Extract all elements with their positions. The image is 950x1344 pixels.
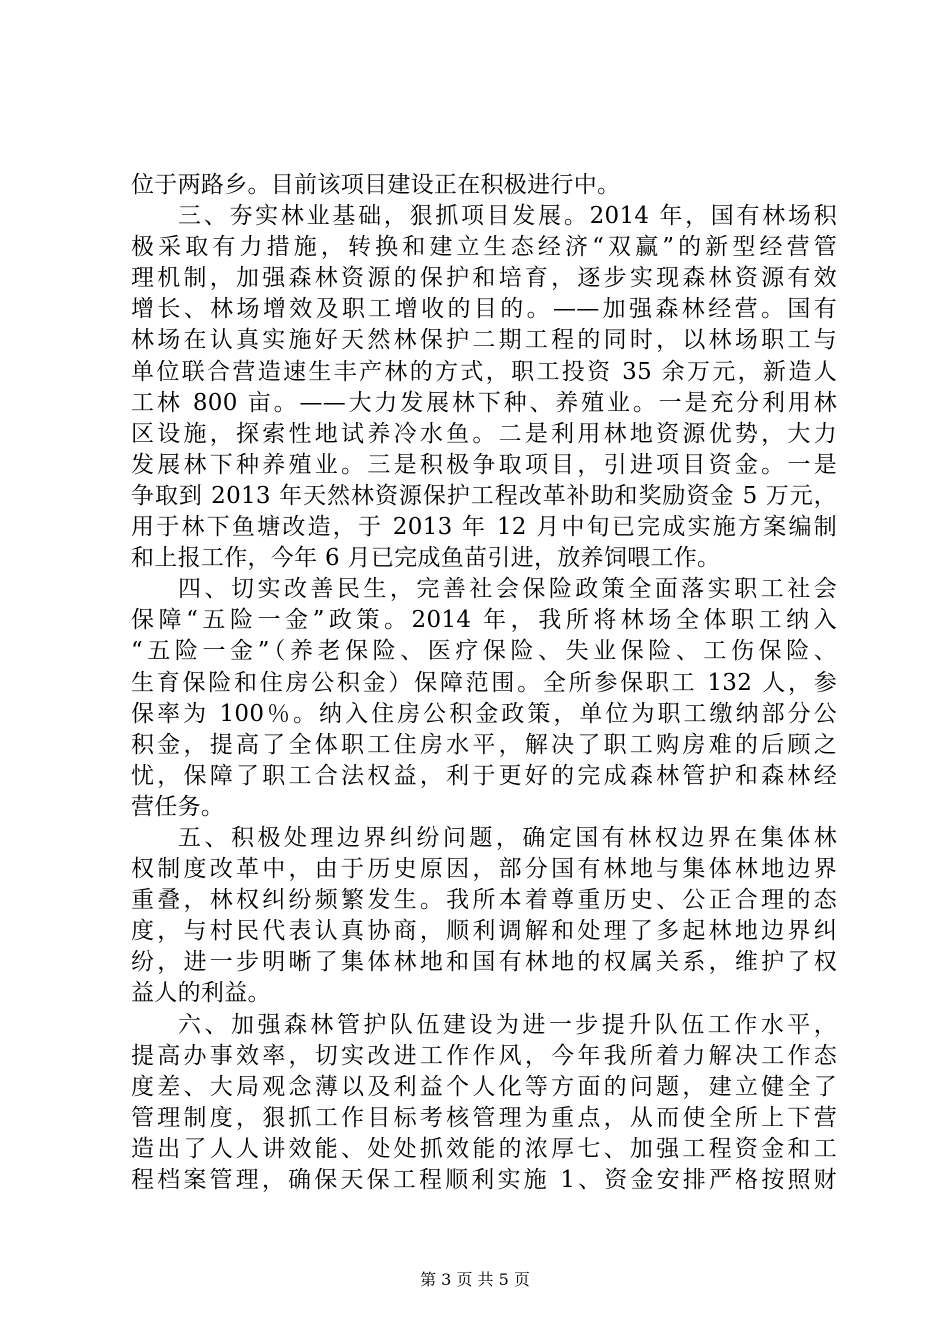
text-line: 位于两路乡。目前该项目建设正在积极进行中。	[131, 172, 621, 198]
text-line: 增长、林场增效及职工增收的目的。——加强森林经营。国有	[131, 296, 837, 323]
page-number-label: 第 3 页 共 5 页	[420, 1270, 530, 1289]
text-line: 和上报工作，今年 6 月已完成鱼苗引进，放养饲喂工作。	[131, 545, 721, 572]
text-line: 区设施，探索性地试养冷水鱼。二是利用林地资源优势，大力	[131, 420, 837, 447]
text-line: 工林 800 亩。——大力发展林下种、养殖业。一是充分利用林	[131, 389, 837, 416]
text-line: 四、切实改善民生，完善社会保险政策全面落实职工社会	[178, 576, 837, 603]
text-line: 积金，提高了全体职工住房水平，解决了职工购房难的后顾之	[131, 731, 837, 758]
text-line: 五、积极处理边界纠纷问题，确定国有林权边界在集体林	[178, 824, 837, 851]
text-line: 忧，保障了职工合法权益，利于更好的完成森林管护和森林经	[131, 762, 837, 789]
text-line: “五险一金”（养老保险、医疗保险、失业保险、工伤保险、	[131, 638, 837, 665]
text-line: 保障“五险一金”政策。2014 年，我所将林场全体职工纳入	[131, 607, 837, 634]
text-line: 极采取有力措施，转换和建立生态经济“双赢”的新型经营管	[131, 234, 837, 261]
text-line: 程档案管理，确保天保工程顺利实施 1、资金安排严格按照财	[131, 1167, 837, 1193]
text-line: 单位联合营造速生丰产林的方式，职工投资 35 余万元，新造人	[131, 358, 837, 385]
text-line: 发展林下种养殖业。三是积极争取项目，引进项目资金。一是	[131, 451, 837, 478]
text-line: 度差、大局观念薄以及利益个人化等方面的问题，建立健全了	[131, 1073, 837, 1100]
text-line: 纷，进一步明晰了集体林地和国有林地的权属关系，维护了权	[131, 949, 837, 976]
text-line: 造出了人人讲效能、处处抓效能的浓厚七、加强工程资金和工	[131, 1135, 837, 1162]
text-line: 林场在认真实施好天然林保护二期工程的同时，以林场职工与	[131, 327, 837, 354]
text-line: 度，与村民代表认真协商，顺利调解和处理了多起林地边界纠	[131, 918, 837, 945]
text-line: 生育保险和住房公积金）保障范围。全所参保职工 132 人，参	[131, 669, 837, 696]
text-line: 六、加强森林管护队伍建设为进一步提升队伍工作水平，	[178, 1011, 837, 1038]
text-line: 理机制，加强森林资源的保护和培育，逐步实现森林资源有效	[131, 265, 837, 292]
text-line: 权制度改革中，由于历史原因，部分国有林地与集体林地边界	[131, 856, 837, 883]
text-line: 争取到 2013 年天然林资源保护工程改革补助和奖励资金 5 万元，	[131, 482, 837, 509]
text-line: 益人的利益。	[131, 980, 271, 1007]
text-line: 三、夯实林业基础，狠抓项目发展。2014 年，国有林场积	[178, 203, 837, 230]
text-line: 管理制度，狠抓工作目标考核管理为重点，从而使全所上下营	[131, 1104, 837, 1131]
page-footer	[0, 1270, 950, 1290]
document-body	[131, 170, 837, 1196]
text-line: 营任务。	[131, 793, 225, 820]
text-line: 保率为 100％。纳入住房公积金政策，单位为职工缴纳部分公	[131, 700, 837, 727]
text-line: 用于林下鱼塘改造，于 2013 年 12 月中旬已完成实施方案编制	[131, 514, 837, 541]
text-line: 重叠，林权纠纷频繁发生。我所本着尊重历史、公正合理的态	[131, 887, 837, 914]
text-line: 提高办事效率，切实改进工作作风，今年我所着力解决工作态	[131, 1042, 837, 1069]
